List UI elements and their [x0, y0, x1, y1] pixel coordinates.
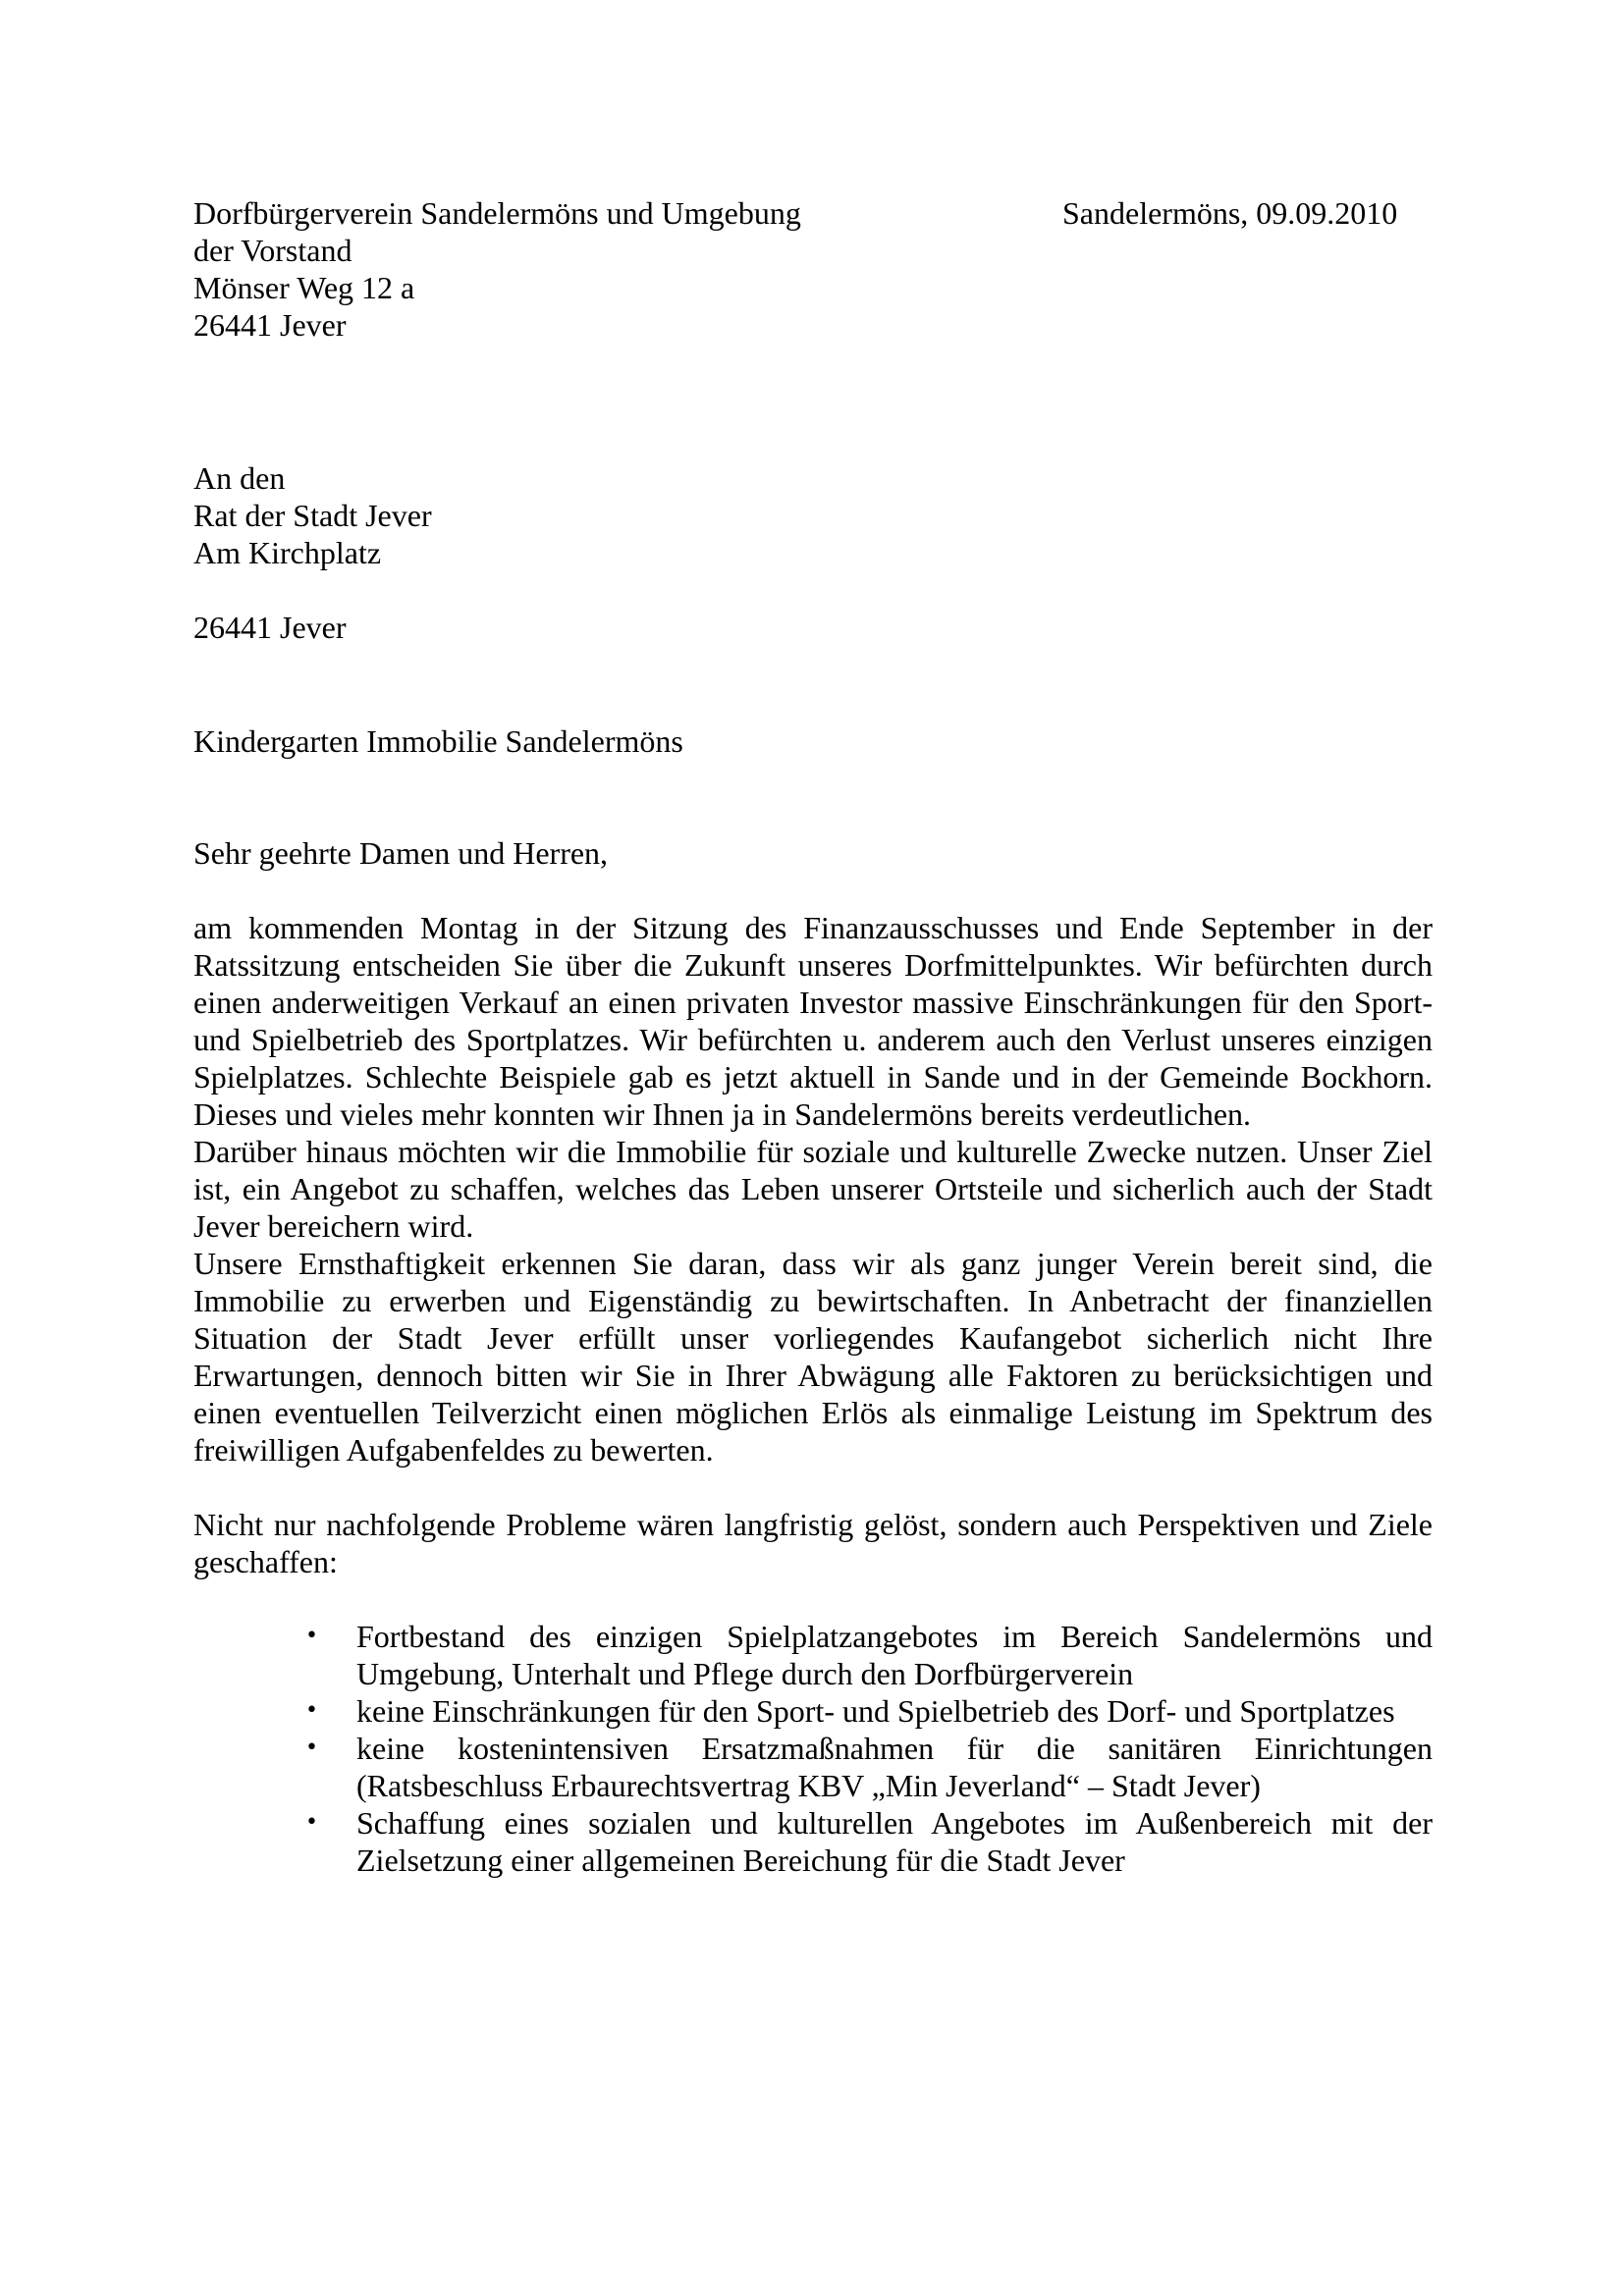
paragraph-1: am kommenden Montag in der Sitzung des Finanzausschusses und Ende September in der Ratssitzung entscheiden Sie über die Zukunft unseres Dorfmittelpunktes. Wir befürchten durch einen anderweitigen Verkauf an einen privaten Investor massive Einschränkungen für den Sport- und Spielbetrieb des Sportplatzes. Wir befürchten u. anderem auch den Verlust unseres einzigen Spielplatzes. Schlechte Beispiele gab es jetzt aktuell in Sande und in der Gemeinde Bockhorn. Dieses und vieles mehr konnten wir Ihnen ja in Sandelermöns bereits verdeutlichen.	[193, 910, 1433, 1132]
paragraph-2: Darüber hinaus möchten wir die Immobilie für soziale und kulturelle Zwecke nutzen. Unser Ziel ist, ein Angebot zu schaffen, welches das Leben unserer Ortsteile und sicherlich auch der Stadt Jever bereichern wird.	[193, 1134, 1433, 1244]
letter-salutation: Sehr geehrte Damen und Herren,	[193, 835, 609, 871]
paragraph-gap	[193, 1468, 1433, 1506]
bullet-icon: •	[305, 1624, 318, 1648]
list-item-text: keine Einschränkungen für den Sport- und Spielbetrieb des Dorf- und Sportplatzes	[356, 1693, 1395, 1729]
sender-line-board: der Vorstand	[193, 233, 352, 268]
letter-body	[193, 909, 1433, 1879]
bullet-icon: •	[305, 1735, 318, 1760]
recipient-line-council: Rat der Stadt Jever	[193, 498, 432, 533]
bullet-icon: •	[305, 1810, 318, 1835]
paragraph-3: Unsere Ernsthaftigkeit erkennen Sie daran, dass wir als ganz junger Verein bereit sind, die Immobilie zu erwerben und Eigenständig zu bewirtschaften. In Anbetracht der finanziellen Situation der Stadt Jever erfüllt unser vorliegendes Kaufangebot sicherlich nicht Ihre Erwartungen, dennoch bitten wir Sie in Ihrer Abwägung alle Faktoren zu berücksichtigen und einen eventuellen Teilverzicht einen möglichen Erlös als einmalige Leistung im Spektrum des freiwilligen Aufgabenfeldes zu bewerten.	[193, 1246, 1433, 1468]
list-item	[305, 1804, 1433, 1879]
list-item	[305, 1730, 1433, 1804]
letter-date: Sandelermöns, 09.09.2010	[1062, 195, 1398, 231]
sender-line-org: Dorfbürgerverein Sandelermöns und Umgebung	[193, 195, 801, 231]
sender-line-city: 26441 Jever	[193, 307, 347, 343]
list-item-text: keine kostenintensiven Ersatzmaßnahmen für die sanitären Einrichtungen (Ratsbeschluss Erbaurechtsvertrag KBV „Min Jeverland“ – Stadt Jever)	[356, 1731, 1433, 1803]
sender-line-street: Mönser Weg 12 a	[193, 270, 415, 305]
paragraph-4: Nicht nur nachfolgende Probleme wären langfristig gelöst, sondern auch Perspektiven und Ziele geschaffen:	[193, 1507, 1433, 1579]
list-item	[305, 1692, 1433, 1730]
list-item-text: Fortbestand des einzigen Spielplatzangebotes im Bereich Sandelermöns und Umgebung, Unterhalt und Pflege durch den Dorfbürgerverein	[356, 1619, 1433, 1691]
sender-address	[193, 194, 881, 344]
recipient-line-city: 26441 Jever	[193, 610, 347, 645]
bullet-list	[193, 1618, 1433, 1879]
recipient-address	[193, 459, 881, 646]
recipient-line-street: Am Kirchplatz	[193, 535, 382, 570]
list-item	[305, 1618, 1433, 1692]
list-item-text: Schaffung eines sozialen und kulturellen Angebotes im Außenbereich mit der Zielsetzung einer allgemeinen Bereichung für die Stadt Jever	[356, 1805, 1433, 1878]
letter-subject: Kindergarten Immobilie Sandelermöns	[193, 723, 683, 759]
recipient-line-to: An den	[193, 460, 286, 496]
bullet-icon: •	[305, 1698, 318, 1723]
